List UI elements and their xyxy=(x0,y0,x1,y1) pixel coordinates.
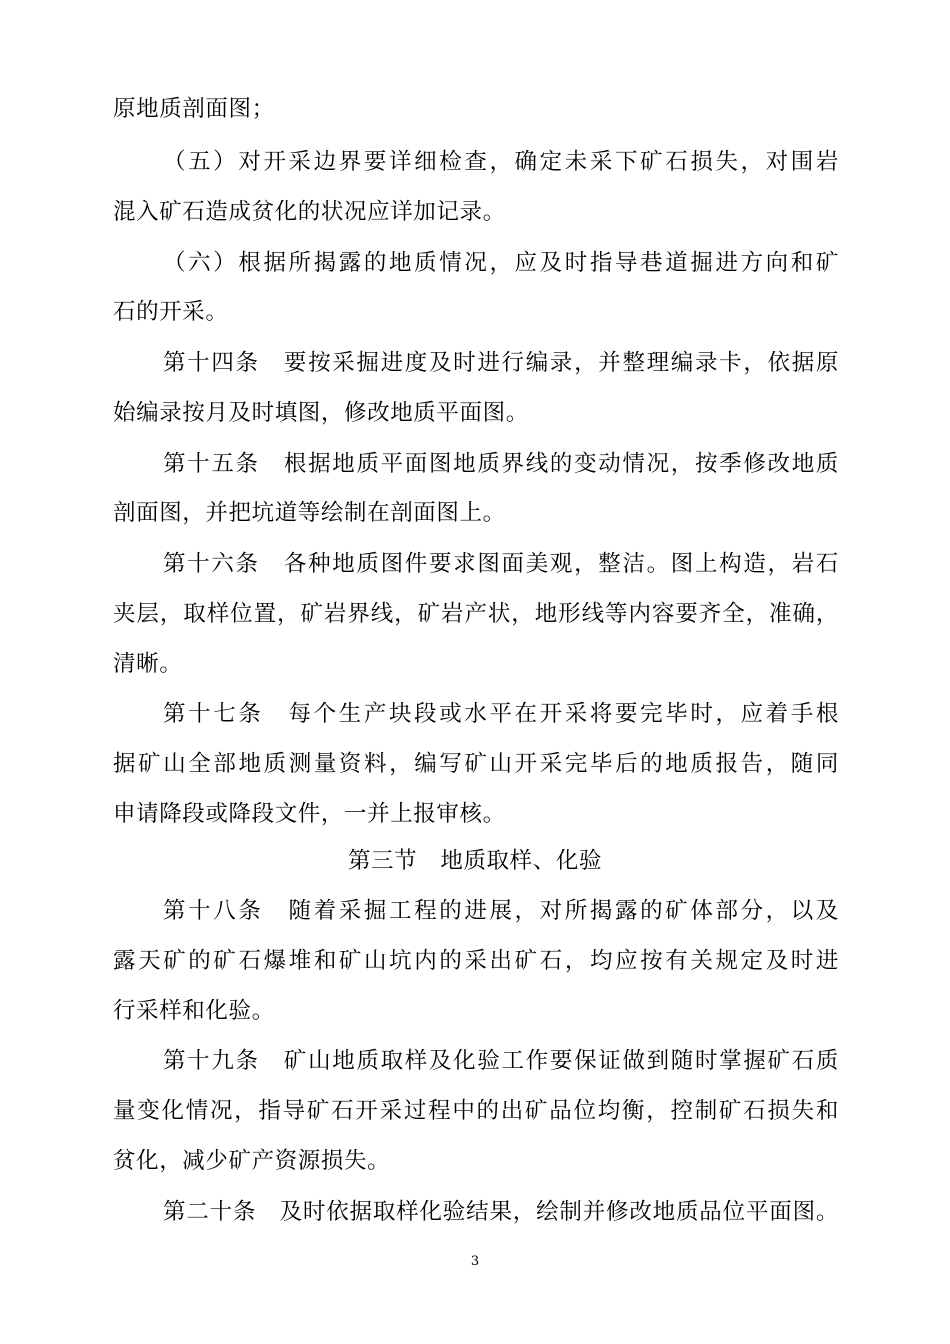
paragraph-line: 第十四条 要按采掘进度及时进行编录，并整理编录卡，依据原 xyxy=(163,350,839,376)
text-line: 剖面图，并把坑道等绘制在剖面图上。 xyxy=(113,500,506,526)
paragraph-line: （六）根据所揭露的地质情况，应及时指导巷道掘进方向和矿 xyxy=(163,250,839,276)
paragraph-line: （五）对开采边界要详细检查，确定未采下矿石损失，对围岩 xyxy=(163,149,839,175)
text-line: 始编录按月及时填图，修改地质平面图。 xyxy=(113,400,529,426)
paragraph-line: 第十六条 各种地质图件要求图面美观，整洁。图上构造，岩石 xyxy=(163,551,839,577)
paragraph-line: 据矿山全部地质测量资料，编写矿山开采完毕后的地质报告，随同 xyxy=(113,751,839,777)
text-line: 贫化，减少矿产资源损失。 xyxy=(113,1148,391,1174)
paragraph-line: 露天矿的矿石爆堆和矿山坑内的采出矿石，均应按有关规定及时进 xyxy=(113,948,839,974)
section-heading: 第三节 地质取样、化验 xyxy=(347,848,603,874)
text-line: 申请降段或降段文件，一并上报审核。 xyxy=(113,801,506,827)
page-number: 3 xyxy=(470,1254,480,1269)
paragraph-line: 第十五条 根据地质平面图地质界线的变动情况，按季修改地质 xyxy=(163,451,839,477)
text-line: 石的开采。 xyxy=(113,299,229,325)
text-line: 混入矿石造成贫化的状况应详加记录。 xyxy=(113,199,506,225)
paragraph-line: 第二十条 及时依据取样化验结果，绘制并修改地质品位平面图。 xyxy=(163,1199,839,1225)
text-line: 原地质剖面图； xyxy=(113,96,275,122)
paragraph-line: 第十七条 每个生产块段或水平在开采将要完毕时，应着手根 xyxy=(163,701,839,727)
paragraph-line: 第十八条 随着采掘工程的进展，对所揭露的矿体部分，以及 xyxy=(163,898,839,924)
paragraph-line: 第十九条 矿山地质取样及化验工作要保证做到随时掌握矿石质 xyxy=(163,1048,839,1074)
paragraph-line: 夹层，取样位置，矿岩界线，矿岩产状，地形线等内容要齐全，准确， xyxy=(113,601,839,627)
text-line: 行采样和化验。 xyxy=(113,998,275,1024)
paragraph-line: 量变化情况，指导矿石开采过程中的出矿品位均衡，控制矿石损失和 xyxy=(113,1098,839,1124)
text-line: 清晰。 xyxy=(113,651,183,677)
